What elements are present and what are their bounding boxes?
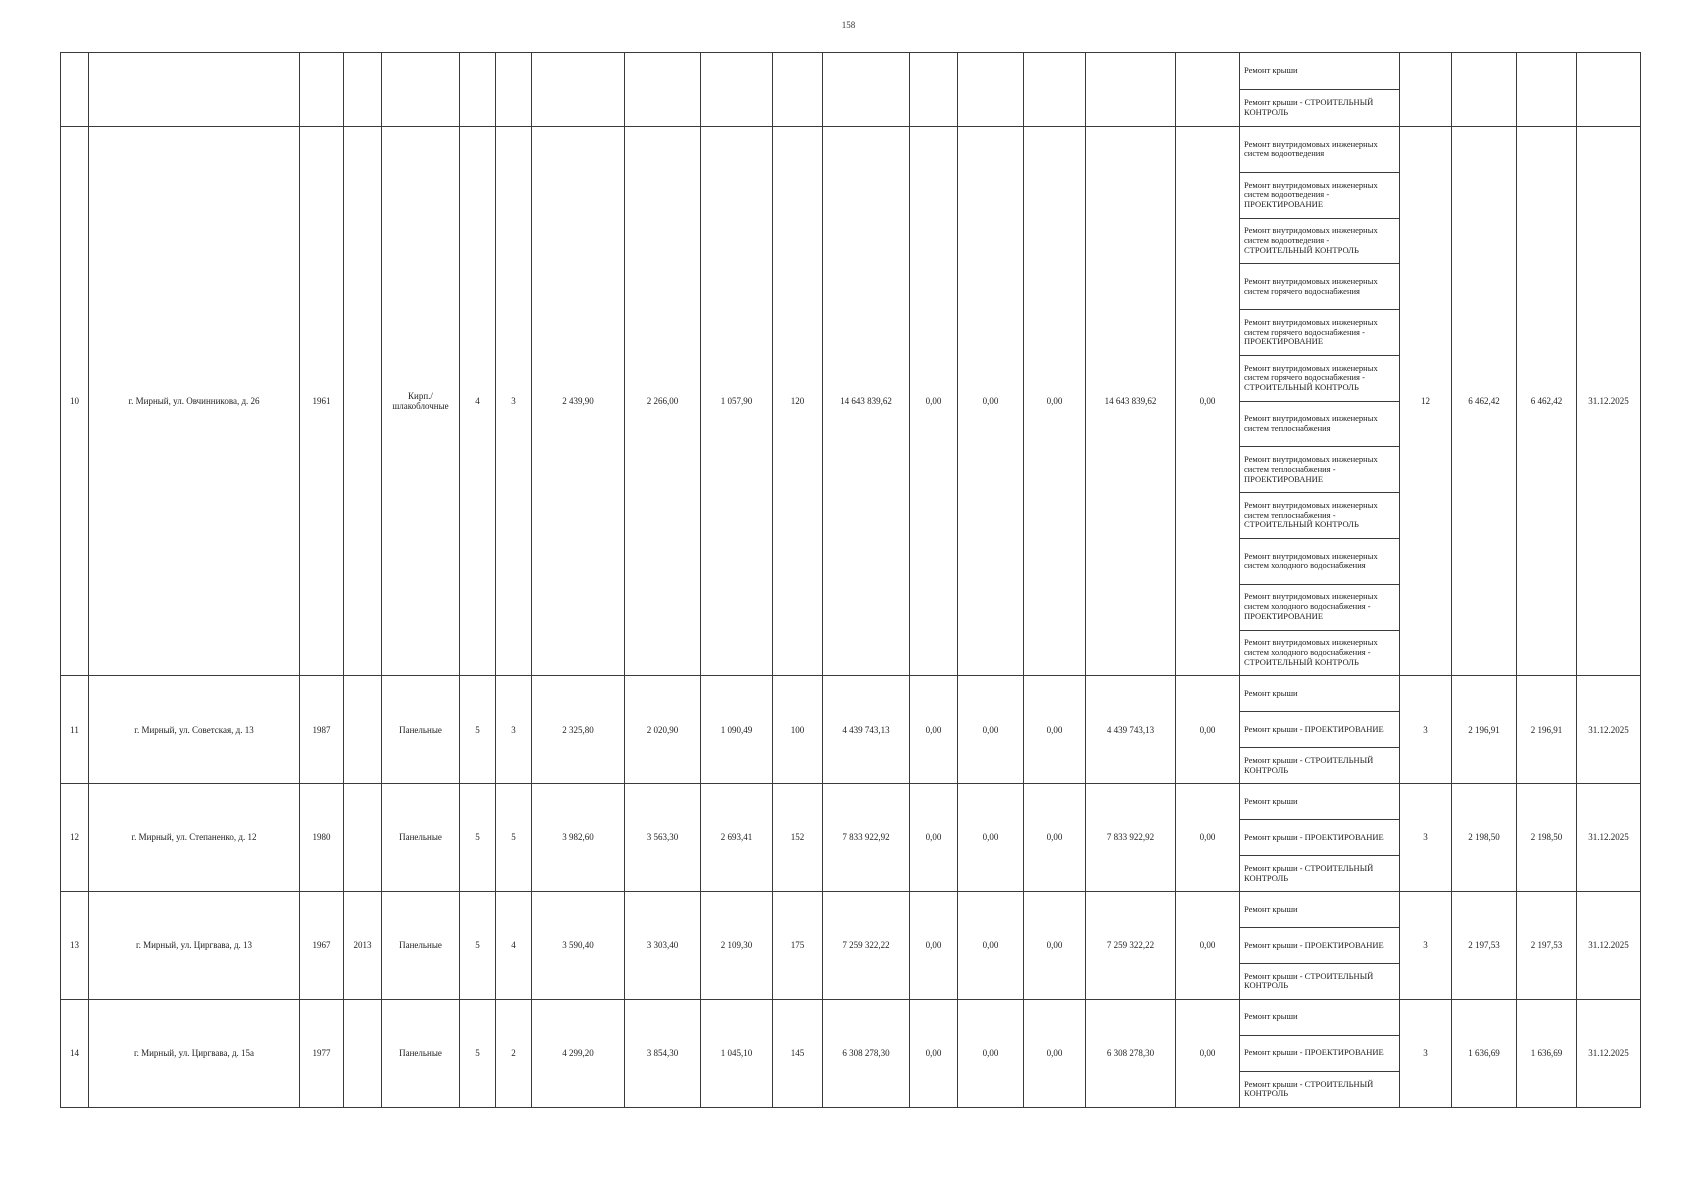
work-type-cell: Ремонт внутридомовых инженерных систем холодного водоснабжения - СТРОИТЕЛЬНЫЙ КОНТРОЛЬ [1240,630,1400,676]
residents-cell: 145 [773,999,823,1107]
total-area-cell: 4 299,20 [532,999,625,1107]
entrances-cell: 3 [496,676,532,784]
cost-total-cell: 7 833 922,92 [823,784,910,892]
work-type-cell: Ремонт крыши [1240,784,1400,820]
year-built-cell: 1987 [300,676,344,784]
cost-owners-cell: 6 308 278,30 [1086,999,1176,1107]
work-type-cell: Ремонт внутридомовых инженерных систем горячего водоснабжения - СТРОИТЕЛЬНЫЙ КОНТРОЛЬ [1240,355,1400,401]
residents-cell: 152 [773,784,823,892]
address-cell: г. Мирный, ул. Циргвава, д. 13 [89,892,300,1000]
total-area-cell: 3 982,60 [532,784,625,892]
empty-cell [532,53,625,127]
empty-cell [1086,53,1176,127]
table-row [61,127,1641,173]
cost-other-cell: 0,00 [1176,999,1240,1107]
other-area-cell: 2 109,30 [701,892,773,1000]
max-unit-cost-cell: 1 636,69 [1517,999,1577,1107]
work-type-cell: Ремонт внутридомовых инженерных систем холодного водоснабжения - ПРОЕКТИРОВАНИЕ [1240,584,1400,630]
cost-owners-cell: 7 833 922,92 [1086,784,1176,892]
row-number-cell: 11 [61,676,89,784]
wall-material-cell: Панельные [382,999,460,1107]
deadline-cell: 31.12.2025 [1577,999,1641,1107]
work-type-cell: Ремонт внутридомовых инженерных систем теплоснабжения [1240,401,1400,447]
cost-regional-cell: 0,00 [958,999,1024,1107]
unit-cost-cell: 2 196,91 [1452,676,1517,784]
cost-total-cell: 4 439 743,13 [823,676,910,784]
year-reconstruction-cell [344,999,382,1107]
cost-federal-cell: 0,00 [910,784,958,892]
table-row [61,999,1641,1035]
work-count-cell: 3 [1400,784,1452,892]
empty-cell [1577,53,1641,127]
other-area-cell: 1 045,10 [701,999,773,1107]
unit-cost-cell: 2 197,53 [1452,892,1517,1000]
cost-total-cell: 14 643 839,62 [823,127,910,676]
entrances-cell: 4 [496,892,532,1000]
cost-other-cell: 0,00 [1176,127,1240,676]
empty-cell [61,53,89,127]
cost-regional-cell: 0,00 [958,127,1024,676]
address-cell: г. Мирный, ул. Советская, д. 13 [89,676,300,784]
cost-regional-cell: 0,00 [958,892,1024,1000]
residents-cell: 175 [773,892,823,1000]
address-cell: г. Мирный, ул. Степаненко, д. 12 [89,784,300,892]
year-built-cell: 1977 [300,999,344,1107]
deadline-cell: 31.12.2025 [1577,892,1641,1000]
floors-cell: 5 [460,676,496,784]
table-row [61,892,1641,928]
total-area-cell: 3 590,40 [532,892,625,1000]
cost-local-cell: 0,00 [1024,127,1086,676]
work-type-cell: Ремонт крыши - СТРОИТЕЛЬНЫЙ КОНТРОЛЬ [1240,963,1400,999]
empty-cell [1452,53,1517,127]
floors-cell: 5 [460,784,496,892]
wall-material-cell: Панельные [382,784,460,892]
year-built-cell: 1980 [300,784,344,892]
cost-regional-cell: 0,00 [958,676,1024,784]
work-type-cell: Ремонт крыши [1240,892,1400,928]
unit-cost-cell: 2 198,50 [1452,784,1517,892]
unit-cost-cell: 1 636,69 [1452,999,1517,1107]
year-built-cell: 1967 [300,892,344,1000]
empty-cell [460,53,496,127]
table-row [61,784,1641,820]
floors-cell: 5 [460,892,496,1000]
row-number-cell: 13 [61,892,89,1000]
living-area-cell: 3 854,30 [625,999,701,1107]
max-unit-cost-cell: 2 196,91 [1517,676,1577,784]
year-reconstruction-cell [344,784,382,892]
empty-cell [382,53,460,127]
work-type-cell: Ремонт внутридомовых инженерных систем холодного водоснабжения [1240,538,1400,584]
year-reconstruction-cell [344,127,382,676]
empty-cell [1517,53,1577,127]
work-type-cell: Ремонт крыши [1240,999,1400,1035]
work-type-cell: Ремонт внутридомовых инженерных систем водоотведения - ПРОЕКТИРОВАНИЕ [1240,172,1400,218]
empty-cell [958,53,1024,127]
wall-material-cell: Панельные [382,892,460,1000]
cost-owners-cell: 4 439 743,13 [1086,676,1176,784]
entrances-cell: 5 [496,784,532,892]
unit-cost-cell: 6 462,42 [1452,127,1517,676]
cost-federal-cell: 0,00 [910,676,958,784]
work-type-cell: Ремонт внутридомовых инженерных систем теплоснабжения - СТРОИТЕЛЬНЫЙ КОНТРОЛЬ [1240,493,1400,539]
floors-cell: 4 [460,127,496,676]
empty-cell [773,53,823,127]
wall-material-cell: Панельные [382,676,460,784]
row-number-cell: 10 [61,127,89,676]
year-reconstruction-cell [344,676,382,784]
page-number: 158 [841,20,856,30]
empty-cell [625,53,701,127]
empty-cell [701,53,773,127]
other-area-cell: 1 090,49 [701,676,773,784]
work-type-cell: Ремонт крыши - СТРОИТЕЛЬНЫЙ КОНТРОЛЬ [1240,1071,1400,1107]
work-type-cell: Ремонт крыши - ПРОЕКТИРОВАНИЕ [1240,712,1400,748]
cost-local-cell: 0,00 [1024,784,1086,892]
work-type-cell: Ремонт крыши [1240,676,1400,712]
cost-federal-cell: 0,00 [910,127,958,676]
empty-cell [344,53,382,127]
wall-material-cell: Кирп./ шлакоблочные [382,127,460,676]
cost-local-cell: 0,00 [1024,892,1086,1000]
empty-cell [1400,53,1452,127]
cost-local-cell: 0,00 [1024,999,1086,1107]
empty-cell [89,53,300,127]
work-count-cell: 3 [1400,676,1452,784]
work-type-cell: Ремонт крыши - ПРОЕКТИРОВАНИЕ [1240,1035,1400,1071]
work-type-cell: Ремонт крыши [1240,53,1400,90]
cost-other-cell: 0,00 [1176,784,1240,892]
row-number-cell: 14 [61,999,89,1107]
empty-cell [300,53,344,127]
other-area-cell: 2 693,41 [701,784,773,892]
cost-other-cell: 0,00 [1176,676,1240,784]
residents-cell: 100 [773,676,823,784]
deadline-cell: 31.12.2025 [1577,127,1641,676]
max-unit-cost-cell: 2 197,53 [1517,892,1577,1000]
empty-cell [910,53,958,127]
empty-cell [1024,53,1086,127]
residents-cell: 120 [773,127,823,676]
entrances-cell: 2 [496,999,532,1107]
living-area-cell: 2 266,00 [625,127,701,676]
work-type-cell: Ремонт внутридомовых инженерных систем водоотведения [1240,127,1400,173]
work-count-cell: 3 [1400,999,1452,1107]
work-type-cell: Ремонт крыши - СТРОИТЕЛЬНЫЙ КОНТРОЛЬ [1240,856,1400,892]
cost-owners-cell: 7 259 322,22 [1086,892,1176,1000]
living-area-cell: 3 303,40 [625,892,701,1000]
cost-total-cell: 6 308 278,30 [823,999,910,1107]
deadline-cell: 31.12.2025 [1577,784,1641,892]
address-cell: г. Мирный, ул. Циргвава, д. 15а [89,999,300,1107]
address-cell: г. Мирный, ул. Овчинникова, д. 26 [89,127,300,676]
empty-cell [496,53,532,127]
cost-other-cell: 0,00 [1176,892,1240,1000]
work-type-cell: Ремонт внутридомовых инженерных систем горячего водоснабжения [1240,264,1400,310]
work-type-cell: Ремонт крыши - ПРОЕКТИРОВАНИЕ [1240,820,1400,856]
other-area-cell: 1 057,90 [701,127,773,676]
living-area-cell: 2 020,90 [625,676,701,784]
cost-owners-cell: 14 643 839,62 [1086,127,1176,676]
year-built-cell: 1961 [300,127,344,676]
table-row [61,676,1641,712]
work-type-cell: Ремонт внутридомовых инженерных систем горячего водоснабжения - ПРОЕКТИРОВАНИЕ [1240,310,1400,356]
work-type-cell: Ремонт крыши - СТРОИТЕЛЬНЫЙ КОНТРОЛЬ [1240,90,1400,127]
empty-cell [823,53,910,127]
year-reconstruction-cell: 2013 [344,892,382,1000]
entrances-cell: 3 [496,127,532,676]
work-type-cell: Ремонт крыши - ПРОЕКТИРОВАНИЕ [1240,927,1400,963]
row-number-cell: 12 [61,784,89,892]
capital-repair-register-table [60,52,1641,1108]
work-count-cell: 3 [1400,892,1452,1000]
cost-federal-cell: 0,00 [910,892,958,1000]
max-unit-cost-cell: 6 462,42 [1517,127,1577,676]
deadline-cell: 31.12.2025 [1577,676,1641,784]
max-unit-cost-cell: 2 198,50 [1517,784,1577,892]
empty-cell [1176,53,1240,127]
living-area-cell: 3 563,30 [625,784,701,892]
cost-local-cell: 0,00 [1024,676,1086,784]
total-area-cell: 2 439,90 [532,127,625,676]
work-type-cell: Ремонт внутридомовых инженерных систем теплоснабжения - ПРОЕКТИРОВАНИЕ [1240,447,1400,493]
cost-regional-cell: 0,00 [958,784,1024,892]
cost-federal-cell: 0,00 [910,999,958,1107]
work-type-cell: Ремонт внутридомовых инженерных систем водоотведения - СТРОИТЕЛЬНЫЙ КОНТРОЛЬ [1240,218,1400,264]
total-area-cell: 2 325,80 [532,676,625,784]
floors-cell: 5 [460,999,496,1107]
table-row [61,53,1641,90]
work-count-cell: 12 [1400,127,1452,676]
cost-total-cell: 7 259 322,22 [823,892,910,1000]
work-type-cell: Ремонт крыши - СТРОИТЕЛЬНЫЙ КОНТРОЛЬ [1240,748,1400,784]
